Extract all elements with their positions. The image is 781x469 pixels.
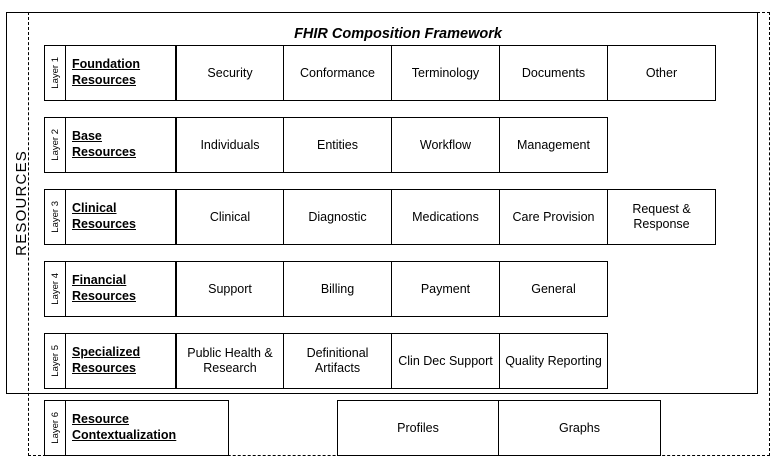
- layer-tag-4-text: Layer 4: [49, 273, 61, 305]
- layer-row-3: [44, 189, 716, 245]
- layer-4-cell-billing[interactable]: Billing: [284, 261, 392, 317]
- layer-tag-2: [44, 117, 66, 173]
- layer-name-6: [66, 400, 229, 456]
- layer-5-cell-clin-dec-support[interactable]: Clin Dec Support: [392, 333, 500, 389]
- layer-2-cell-management[interactable]: Management: [500, 117, 608, 173]
- layer-name-3-line1: Clinical: [72, 201, 117, 216]
- layer-name-6-line2: Contextualization: [72, 428, 177, 442]
- resources-side-label: [8, 12, 34, 394]
- layer-tag-2-text: Layer 2: [49, 129, 61, 161]
- layer-name-3-text: [72, 201, 136, 232]
- layer-row-1: [44, 45, 716, 101]
- layer-tag-1: [44, 45, 66, 101]
- layer-name-2-line1: Base: [72, 129, 102, 144]
- layer-1-cell-other[interactable]: Other: [608, 45, 716, 101]
- layer-1-cell-documents[interactable]: Documents: [500, 45, 608, 101]
- layer-cells-3: [176, 189, 716, 245]
- layer-name-2-line2: Resources: [72, 145, 136, 159]
- layer-tag-3-text: Layer 3: [49, 201, 61, 233]
- layer-3-cell-clinical[interactable]: Clinical: [176, 189, 284, 245]
- resources-side-label-text: RESOURCES: [12, 150, 30, 256]
- layer-6-cell-graphs[interactable]: Graphs: [499, 400, 661, 456]
- layer-cells-4: [176, 261, 608, 317]
- layer-row-5: [44, 333, 608, 389]
- layer-4-cell-payment[interactable]: Payment: [392, 261, 500, 317]
- layer-name-3: [66, 189, 176, 245]
- layer-3-cell-diagnostic[interactable]: Diagnostic: [284, 189, 392, 245]
- layer-4-cell-support[interactable]: Support: [176, 261, 284, 317]
- layer-name-1-line1: Foundation: [72, 57, 141, 72]
- layer-cells-2: [176, 117, 608, 173]
- layer-row-4: [44, 261, 608, 317]
- layer-name-5-line1: Specialized: [72, 345, 141, 360]
- layer-name-2: [66, 117, 176, 173]
- layer-1-cell-security[interactable]: Security: [176, 45, 284, 101]
- layer-row-2: [44, 117, 608, 173]
- layer-tag-5: [44, 333, 66, 389]
- layer-6-spacer: [229, 400, 337, 456]
- layer-cells-1: [176, 45, 716, 101]
- layer-4-cell-general[interactable]: General: [500, 261, 608, 317]
- layer-name-4-line2: Resources: [72, 289, 136, 303]
- layer-cells-6: [337, 400, 661, 456]
- layer-tag-5-text: Layer 5: [49, 345, 61, 377]
- layer-tag-4: [44, 261, 66, 317]
- layer-name-2-text: [72, 129, 136, 160]
- layer-5-cell-definitional-artifacts[interactable]: Definitional Artifacts: [284, 333, 392, 389]
- layer-name-1: [66, 45, 176, 101]
- layer-2-cell-entities[interactable]: Entities: [284, 117, 392, 173]
- layer-name-5-text: [72, 345, 140, 376]
- layer-name-5-line2: Resources: [72, 361, 136, 375]
- layer-name-3-line2: Resources: [72, 217, 136, 231]
- diagram-title: FHIR Composition Framework: [294, 26, 502, 42]
- layer-6-cell-profiles[interactable]: Profiles: [337, 400, 499, 456]
- layer-tag-1-text: Layer 1: [49, 57, 61, 89]
- layer-2-cell-workflow[interactable]: Workflow: [392, 117, 500, 173]
- layer-cells-5: [176, 333, 608, 389]
- layer-row-6: [44, 400, 661, 456]
- layer-3-cell-care-provision[interactable]: Care Provision: [500, 189, 608, 245]
- layer-tag-6: [44, 400, 66, 456]
- layer-name-4: [66, 261, 176, 317]
- layer-3-cell-request-response[interactable]: Request & Response: [608, 189, 716, 245]
- layer-5-cell-quality-reporting[interactable]: Quality Reporting: [500, 333, 608, 389]
- layer-1-cell-terminology[interactable]: Terminology: [392, 45, 500, 101]
- layer-name-5: [66, 333, 176, 389]
- layer-5-cell-public-health-research[interactable]: Public Health & Research: [176, 333, 284, 389]
- layer-name-1-line2: Resources: [72, 73, 136, 87]
- layer-2-cell-individuals[interactable]: Individuals: [176, 117, 284, 173]
- layer-name-4-line1: Financial: [72, 273, 127, 288]
- layer-name-1-text: [72, 57, 140, 88]
- layer-name-6-text: [72, 412, 176, 443]
- layer-tag-6-text: Layer 6: [49, 412, 61, 444]
- layer-tag-3: [44, 189, 66, 245]
- layer-3-cell-medications[interactable]: Medications: [392, 189, 500, 245]
- layer-1-cell-conformance[interactable]: Conformance: [284, 45, 392, 101]
- layer-name-4-text: [72, 273, 136, 304]
- layer-name-6-line1: Resource: [72, 412, 129, 427]
